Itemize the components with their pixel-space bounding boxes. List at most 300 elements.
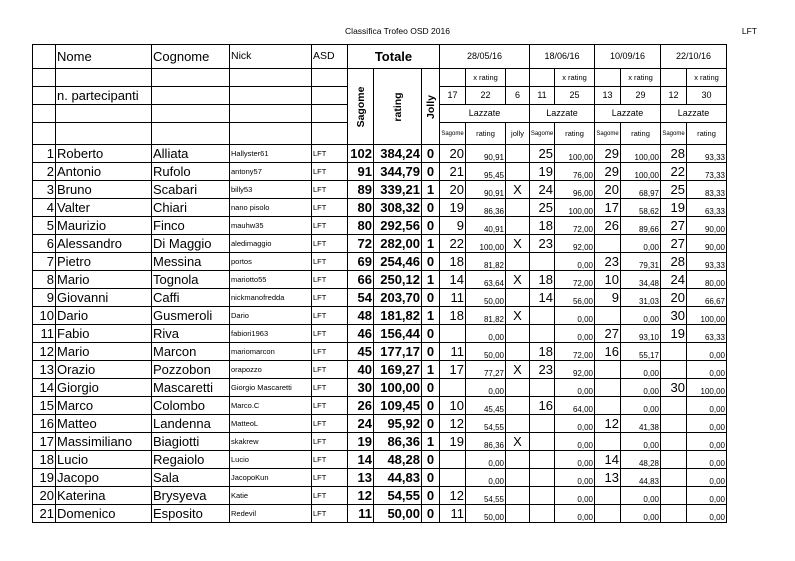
cell-event-3-sagome: 27 bbox=[595, 325, 621, 343]
cell-event-3-rating: 55,17 bbox=[621, 343, 661, 361]
cell-event-4-sagome: 19 bbox=[661, 199, 687, 217]
cell-event-2-rating: 0,00 bbox=[555, 469, 595, 487]
cell-event-4-sagome: 28 bbox=[661, 253, 687, 271]
cell-event-4-rating: 63,33 bbox=[687, 199, 727, 217]
cell-total-jolly: 1 bbox=[422, 361, 440, 379]
cell-event-1-sagome: 19 bbox=[440, 199, 466, 217]
cell-position: 19 bbox=[33, 469, 56, 487]
cell-event-3-sagome bbox=[595, 361, 621, 379]
cell-total-rating: 95,92 bbox=[374, 415, 422, 433]
event-1-sub-jolly: jolly bbox=[506, 123, 530, 145]
cell-event-3-rating: 100,00 bbox=[621, 163, 661, 181]
cell-event-3-rating: 34,48 bbox=[621, 271, 661, 289]
cell-event-1-jolly bbox=[506, 199, 530, 217]
event-1-jolly-count: 6 bbox=[506, 87, 530, 105]
cell-total-jolly: 0 bbox=[422, 253, 440, 271]
cell-total-rating: 384,24 bbox=[374, 145, 422, 163]
cell-total-jolly: 1 bbox=[422, 271, 440, 289]
cell-nome: Alessandro bbox=[56, 235, 152, 253]
cell-event-4-rating: 80,00 bbox=[687, 271, 727, 289]
cell-nome: Matteo bbox=[56, 415, 152, 433]
cell-cognome: Gusmeroli bbox=[152, 307, 230, 325]
table-row bbox=[33, 145, 727, 163]
cell-event-1-rating: 81,82 bbox=[466, 253, 506, 271]
cell-event-2-sagome bbox=[530, 505, 555, 523]
table-row bbox=[33, 307, 727, 325]
cell-total-sagome: 19 bbox=[348, 433, 374, 451]
cell-event-1-rating: 90,91 bbox=[466, 181, 506, 199]
cell-total-rating: 50,00 bbox=[374, 505, 422, 523]
ranking-table bbox=[32, 44, 727, 523]
cell-event-1-rating: 50,00 bbox=[466, 343, 506, 361]
cell-event-3-rating: 41,38 bbox=[621, 415, 661, 433]
cell-total-jolly: 0 bbox=[422, 199, 440, 217]
cell-total-rating: 250,12 bbox=[374, 271, 422, 289]
n-partecipanti-label: n. partecipanti bbox=[56, 87, 152, 105]
col-header-cognome: Cognome bbox=[152, 45, 230, 69]
table-row bbox=[33, 469, 727, 487]
cell-nick: Giorgio Mascaretti bbox=[230, 379, 312, 397]
cell-asd: LFT bbox=[312, 181, 348, 199]
cell-event-1-jolly bbox=[506, 253, 530, 271]
cell-event-4-sagome bbox=[661, 397, 687, 415]
col-header-nome: Nome bbox=[56, 45, 152, 69]
cell-event-1-rating: 50,00 bbox=[466, 505, 506, 523]
cell-event-1-jolly: X bbox=[506, 307, 530, 325]
event-2-sagome-count: 11 bbox=[530, 87, 555, 105]
cell-nick: orapozzo bbox=[230, 361, 312, 379]
cell-event-3-sagome: 29 bbox=[595, 145, 621, 163]
cell-event-4-sagome: 27 bbox=[661, 235, 687, 253]
cell-event-1-sagome: 18 bbox=[440, 307, 466, 325]
cell-total-jolly: 0 bbox=[422, 217, 440, 235]
cell-event-3-rating: 0,00 bbox=[621, 433, 661, 451]
cell-event-2-rating: 72,00 bbox=[555, 343, 595, 361]
cell-position: 17 bbox=[33, 433, 56, 451]
cell-event-4-rating: 0,00 bbox=[687, 397, 727, 415]
cell-total-rating: 344,79 bbox=[374, 163, 422, 181]
cell-event-1-sagome: 11 bbox=[440, 343, 466, 361]
cell-total-rating: 254,46 bbox=[374, 253, 422, 271]
cell-event-2-sagome: 19 bbox=[530, 163, 555, 181]
cell-total-sagome: 54 bbox=[348, 289, 374, 307]
cell-event-2-sagome bbox=[530, 487, 555, 505]
cell-event-3-rating: 68,97 bbox=[621, 181, 661, 199]
cell-nick: mauhw35 bbox=[230, 217, 312, 235]
table-row bbox=[33, 163, 727, 181]
cell-asd: LFT bbox=[312, 325, 348, 343]
event-1-venue: Lazzate bbox=[440, 105, 530, 123]
cell-event-1-jolly: X bbox=[506, 181, 530, 199]
cell-event-3-rating: 79,31 bbox=[621, 253, 661, 271]
cell-total-jolly: 1 bbox=[422, 235, 440, 253]
cell-total-rating: 339,21 bbox=[374, 181, 422, 199]
cell-event-1-jolly bbox=[506, 505, 530, 523]
cell-total-rating: 282,00 bbox=[374, 235, 422, 253]
cell-event-2-sagome bbox=[530, 469, 555, 487]
cell-position: 3 bbox=[33, 181, 56, 199]
cell-event-4-sagome: 27 bbox=[661, 217, 687, 235]
cell-event-2-rating: 100,00 bbox=[555, 145, 595, 163]
cell-nome: Jacopo bbox=[56, 469, 152, 487]
cell-nick: MatteoL bbox=[230, 415, 312, 433]
cell-total-jolly: 0 bbox=[422, 289, 440, 307]
cell-position: 6 bbox=[33, 235, 56, 253]
cell-event-4-sagome: 30 bbox=[661, 307, 687, 325]
cell-cognome: Brysyeva bbox=[152, 487, 230, 505]
cell-event-1-rating: 86,36 bbox=[466, 433, 506, 451]
cell-total-sagome: 48 bbox=[348, 307, 374, 325]
cell-total-rating: 86,36 bbox=[374, 433, 422, 451]
cell-event-4-rating: 66,67 bbox=[687, 289, 727, 307]
cell-event-1-sagome: 20 bbox=[440, 145, 466, 163]
table-row bbox=[33, 325, 727, 343]
cell-event-4-rating: 90,00 bbox=[687, 235, 727, 253]
cell-cognome: Esposito bbox=[152, 505, 230, 523]
cell-nome: Giovanni bbox=[56, 289, 152, 307]
cell-cognome: Chiari bbox=[152, 199, 230, 217]
table-row bbox=[33, 343, 727, 361]
cell-nome: Roberto bbox=[56, 145, 152, 163]
cell-event-2-rating: 0,00 bbox=[555, 415, 595, 433]
event-3-xrating: x rating bbox=[621, 69, 661, 87]
cell-total-jolly: 0 bbox=[422, 505, 440, 523]
cell-nome: Mario bbox=[56, 343, 152, 361]
table-row bbox=[33, 361, 727, 379]
cell-total-rating: 44,83 bbox=[374, 469, 422, 487]
event-4-venue: Lazzate bbox=[661, 105, 727, 123]
cell-position: 5 bbox=[33, 217, 56, 235]
cell-event-1-sagome bbox=[440, 325, 466, 343]
cell-nick: nickmanofredda bbox=[230, 289, 312, 307]
cell-cognome: Scabari bbox=[152, 181, 230, 199]
cell-event-2-sagome bbox=[530, 379, 555, 397]
cell-event-1-jolly bbox=[506, 469, 530, 487]
cell-total-jolly: 1 bbox=[422, 433, 440, 451]
cell-position: 7 bbox=[33, 253, 56, 271]
cell-event-3-sagome bbox=[595, 505, 621, 523]
table-row bbox=[33, 379, 727, 397]
event-4-sub-rating: rating bbox=[687, 123, 727, 145]
cell-total-jolly: 0 bbox=[422, 379, 440, 397]
cell-event-1-sagome: 17 bbox=[440, 361, 466, 379]
cell-cognome: Pozzobon bbox=[152, 361, 230, 379]
cell-event-3-sagome: 9 bbox=[595, 289, 621, 307]
cell-position: 21 bbox=[33, 505, 56, 523]
cell-total-jolly: 1 bbox=[422, 307, 440, 325]
cell-event-3-rating: 31,03 bbox=[621, 289, 661, 307]
cell-event-2-sagome bbox=[530, 325, 555, 343]
event-2-xrating: x rating bbox=[555, 69, 595, 87]
cell-asd: LFT bbox=[312, 361, 348, 379]
cell-event-1-jolly bbox=[506, 487, 530, 505]
cell-position: 2 bbox=[33, 163, 56, 181]
cell-total-rating: 181,82 bbox=[374, 307, 422, 325]
cell-total-sagome: 72 bbox=[348, 235, 374, 253]
cell-event-2-sagome: 14 bbox=[530, 289, 555, 307]
cell-event-1-rating: 0,00 bbox=[466, 379, 506, 397]
event-2-date: 18/06/16 bbox=[530, 45, 595, 69]
cell-event-4-rating: 90,00 bbox=[687, 217, 727, 235]
cell-event-4-rating: 100,00 bbox=[687, 379, 727, 397]
event-1-sub-rating: rating bbox=[466, 123, 506, 145]
cell-event-4-sagome bbox=[661, 487, 687, 505]
cell-cognome: Caffi bbox=[152, 289, 230, 307]
cell-event-4-rating: 100,00 bbox=[687, 307, 727, 325]
cell-event-2-sagome: 16 bbox=[530, 397, 555, 415]
cell-position: 9 bbox=[33, 289, 56, 307]
event-1-xrating: x rating bbox=[466, 69, 506, 87]
cell-event-3-sagome: 20 bbox=[595, 181, 621, 199]
cell-event-3-sagome: 14 bbox=[595, 451, 621, 469]
cell-nome: Mario bbox=[56, 271, 152, 289]
cell-event-4-sagome: 24 bbox=[661, 271, 687, 289]
cell-cognome: Regaiolo bbox=[152, 451, 230, 469]
cell-event-4-rating: 63,33 bbox=[687, 325, 727, 343]
cell-asd: LFT bbox=[312, 217, 348, 235]
table-row bbox=[33, 235, 727, 253]
cell-event-4-sagome bbox=[661, 343, 687, 361]
event-3-sub-rating: rating bbox=[621, 123, 661, 145]
cell-total-sagome: 80 bbox=[348, 217, 374, 235]
document-code: LFT bbox=[741, 26, 757, 36]
cell-total-jolly: 0 bbox=[422, 451, 440, 469]
cell-event-2-rating: 0,00 bbox=[555, 325, 595, 343]
cell-event-4-rating: 0,00 bbox=[687, 343, 727, 361]
cell-nome: Bruno bbox=[56, 181, 152, 199]
cell-cognome: Tognola bbox=[152, 271, 230, 289]
cell-event-3-rating: 0,00 bbox=[621, 487, 661, 505]
cell-event-3-rating: 48,28 bbox=[621, 451, 661, 469]
cell-event-2-sagome: 18 bbox=[530, 271, 555, 289]
cell-event-1-sagome: 11 bbox=[440, 505, 466, 523]
cell-asd: LFT bbox=[312, 199, 348, 217]
document-title: Classifica Trofeo OSD 2016 bbox=[345, 26, 450, 36]
cell-event-4-sagome: 22 bbox=[661, 163, 687, 181]
event-3-sagome-count: 13 bbox=[595, 87, 621, 105]
col-header-totale: Totale bbox=[348, 45, 440, 69]
cell-event-2-rating: 0,00 bbox=[555, 487, 595, 505]
cell-cognome: Finco bbox=[152, 217, 230, 235]
cell-total-sagome: 102 bbox=[348, 145, 374, 163]
cell-nome: Lucio bbox=[56, 451, 152, 469]
cell-event-3-sagome bbox=[595, 487, 621, 505]
cell-event-1-jolly bbox=[506, 217, 530, 235]
col-header-sagome: Sagome bbox=[348, 69, 374, 145]
cell-total-rating: 177,17 bbox=[374, 343, 422, 361]
cell-event-3-sagome bbox=[595, 307, 621, 325]
cell-event-3-sagome bbox=[595, 379, 621, 397]
table-row bbox=[33, 505, 727, 523]
cell-total-jolly: 0 bbox=[422, 145, 440, 163]
cell-event-4-sagome bbox=[661, 469, 687, 487]
cell-total-rating: 48,28 bbox=[374, 451, 422, 469]
cell-event-3-rating: 89,66 bbox=[621, 217, 661, 235]
cell-event-3-rating: 0,00 bbox=[621, 235, 661, 253]
cell-event-2-rating: 92,00 bbox=[555, 361, 595, 379]
cell-event-2-rating: 64,00 bbox=[555, 397, 595, 415]
cell-event-2-sagome: 24 bbox=[530, 181, 555, 199]
cell-event-3-sagome bbox=[595, 433, 621, 451]
cell-total-sagome: 45 bbox=[348, 343, 374, 361]
cell-total-sagome: 13 bbox=[348, 469, 374, 487]
col-header-nick: Nick bbox=[230, 45, 312, 69]
cell-event-1-sagome bbox=[440, 451, 466, 469]
cell-total-rating: 169,27 bbox=[374, 361, 422, 379]
cell-event-2-sagome bbox=[530, 307, 555, 325]
cell-event-1-rating: 0,00 bbox=[466, 325, 506, 343]
cell-event-2-sagome: 23 bbox=[530, 235, 555, 253]
cell-total-rating: 156,44 bbox=[374, 325, 422, 343]
cell-position: 20 bbox=[33, 487, 56, 505]
cell-event-3-rating: 0,00 bbox=[621, 379, 661, 397]
cell-event-1-sagome: 21 bbox=[440, 163, 466, 181]
cell-event-2-rating: 0,00 bbox=[555, 253, 595, 271]
cell-event-1-sagome: 12 bbox=[440, 487, 466, 505]
cell-event-3-sagome: 13 bbox=[595, 469, 621, 487]
cell-event-4-sagome: 28 bbox=[661, 145, 687, 163]
cell-nome: Fabio bbox=[56, 325, 152, 343]
cell-event-3-rating: 0,00 bbox=[621, 361, 661, 379]
cell-total-sagome: 69 bbox=[348, 253, 374, 271]
cell-event-2-sagome: 18 bbox=[530, 343, 555, 361]
cell-event-1-rating: 63,64 bbox=[466, 271, 506, 289]
cell-event-1-rating: 86,36 bbox=[466, 199, 506, 217]
table-row bbox=[33, 217, 727, 235]
cell-position: 11 bbox=[33, 325, 56, 343]
cell-event-1-jolly bbox=[506, 397, 530, 415]
cell-total-sagome: 66 bbox=[348, 271, 374, 289]
cell-event-1-jolly bbox=[506, 343, 530, 361]
cell-event-1-rating: 40,91 bbox=[466, 217, 506, 235]
cell-event-2-rating: 0,00 bbox=[555, 307, 595, 325]
cell-total-jolly: 0 bbox=[422, 163, 440, 181]
cell-total-rating: 292,56 bbox=[374, 217, 422, 235]
cell-asd: LFT bbox=[312, 487, 348, 505]
event-3-venue: Lazzate bbox=[595, 105, 661, 123]
cell-event-1-jolly bbox=[506, 325, 530, 343]
cell-cognome: Di Maggio bbox=[152, 235, 230, 253]
event-1-date: 28/05/16 bbox=[440, 45, 530, 69]
cell-event-1-rating: 50,00 bbox=[466, 289, 506, 307]
cell-cognome: Riva bbox=[152, 325, 230, 343]
corner-cell bbox=[33, 45, 56, 69]
cell-position: 1 bbox=[33, 145, 56, 163]
event-2-rating-count: 25 bbox=[555, 87, 595, 105]
cell-event-3-sagome: 29 bbox=[595, 163, 621, 181]
cell-event-1-jolly: X bbox=[506, 433, 530, 451]
cell-event-3-rating: 44,83 bbox=[621, 469, 661, 487]
cell-event-1-jolly bbox=[506, 379, 530, 397]
cell-event-4-sagome bbox=[661, 415, 687, 433]
table-row bbox=[33, 487, 727, 505]
cell-event-3-sagome: 10 bbox=[595, 271, 621, 289]
cell-total-jolly: 1 bbox=[422, 181, 440, 199]
cell-event-4-rating: 73,33 bbox=[687, 163, 727, 181]
cell-asd: LFT bbox=[312, 253, 348, 271]
cell-total-sagome: 46 bbox=[348, 325, 374, 343]
cell-event-4-sagome: 19 bbox=[661, 325, 687, 343]
cell-cognome: Mascaretti bbox=[152, 379, 230, 397]
cell-event-2-rating: 72,00 bbox=[555, 217, 595, 235]
cell-event-1-rating: 81,82 bbox=[466, 307, 506, 325]
event-1-sagome-count: 17 bbox=[440, 87, 466, 105]
cell-event-1-rating: 90,91 bbox=[466, 145, 506, 163]
cell-nome: Dario bbox=[56, 307, 152, 325]
cell-asd: LFT bbox=[312, 235, 348, 253]
cell-event-2-rating: 0,00 bbox=[555, 505, 595, 523]
cell-total-jolly: 0 bbox=[422, 397, 440, 415]
cell-event-1-jolly: X bbox=[506, 271, 530, 289]
cell-event-1-rating: 100,00 bbox=[466, 235, 506, 253]
cell-event-4-sagome: 20 bbox=[661, 289, 687, 307]
event-3-sub-sagome: Sagome bbox=[595, 123, 621, 145]
cell-event-1-jolly bbox=[506, 163, 530, 181]
cell-nome: Pietro bbox=[56, 253, 152, 271]
cell-event-2-rating: 92,00 bbox=[555, 235, 595, 253]
cell-event-2-rating: 96,00 bbox=[555, 181, 595, 199]
table-row bbox=[33, 253, 727, 271]
cell-event-4-sagome bbox=[661, 451, 687, 469]
cell-position: 14 bbox=[33, 379, 56, 397]
cell-nick: Dario bbox=[230, 307, 312, 325]
cell-event-1-rating: 54,55 bbox=[466, 415, 506, 433]
cell-event-1-jolly bbox=[506, 145, 530, 163]
cell-total-rating: 308,32 bbox=[374, 199, 422, 217]
cell-nick: Marco.C bbox=[230, 397, 312, 415]
cell-position: 18 bbox=[33, 451, 56, 469]
cell-asd: LFT bbox=[312, 145, 348, 163]
cell-event-1-jolly: X bbox=[506, 361, 530, 379]
event-1-sub-sagome: Sagome bbox=[440, 123, 466, 145]
event-1-rating-count: 22 bbox=[466, 87, 506, 105]
cell-total-rating: 203,70 bbox=[374, 289, 422, 307]
cell-nick: nano pisolo bbox=[230, 199, 312, 217]
cell-position: 15 bbox=[33, 397, 56, 415]
cell-event-4-rating: 0,00 bbox=[687, 469, 727, 487]
cell-event-2-sagome: 25 bbox=[530, 145, 555, 163]
cell-event-2-rating: 56,00 bbox=[555, 289, 595, 307]
cell-event-1-jolly: X bbox=[506, 235, 530, 253]
cell-nome: Katerina bbox=[56, 487, 152, 505]
cell-asd: LFT bbox=[312, 397, 348, 415]
table-row bbox=[33, 271, 727, 289]
cell-nick: Katie bbox=[230, 487, 312, 505]
cell-total-sagome: 24 bbox=[348, 415, 374, 433]
cell-event-2-rating: 0,00 bbox=[555, 379, 595, 397]
cell-position: 12 bbox=[33, 343, 56, 361]
cell-position: 4 bbox=[33, 199, 56, 217]
cell-event-2-rating: 0,00 bbox=[555, 451, 595, 469]
cell-total-rating: 100,00 bbox=[374, 379, 422, 397]
cell-event-2-sagome bbox=[530, 433, 555, 451]
cell-cognome: Colombo bbox=[152, 397, 230, 415]
cell-event-3-rating: 0,00 bbox=[621, 505, 661, 523]
cell-cognome: Biagiotti bbox=[152, 433, 230, 451]
cell-position: 10 bbox=[33, 307, 56, 325]
cell-event-1-rating: 54,55 bbox=[466, 487, 506, 505]
cell-nome: Antonio bbox=[56, 163, 152, 181]
event-4-xrating: x rating bbox=[687, 69, 727, 87]
cell-event-4-rating: 93,33 bbox=[687, 145, 727, 163]
table-row bbox=[33, 433, 727, 451]
event-2-sub-rating: rating bbox=[555, 123, 595, 145]
cell-event-3-sagome: 17 bbox=[595, 199, 621, 217]
cell-total-jolly: 0 bbox=[422, 343, 440, 361]
event-4-rating-count: 30 bbox=[687, 87, 727, 105]
cell-event-1-jolly bbox=[506, 451, 530, 469]
cell-event-1-sagome: 14 bbox=[440, 271, 466, 289]
